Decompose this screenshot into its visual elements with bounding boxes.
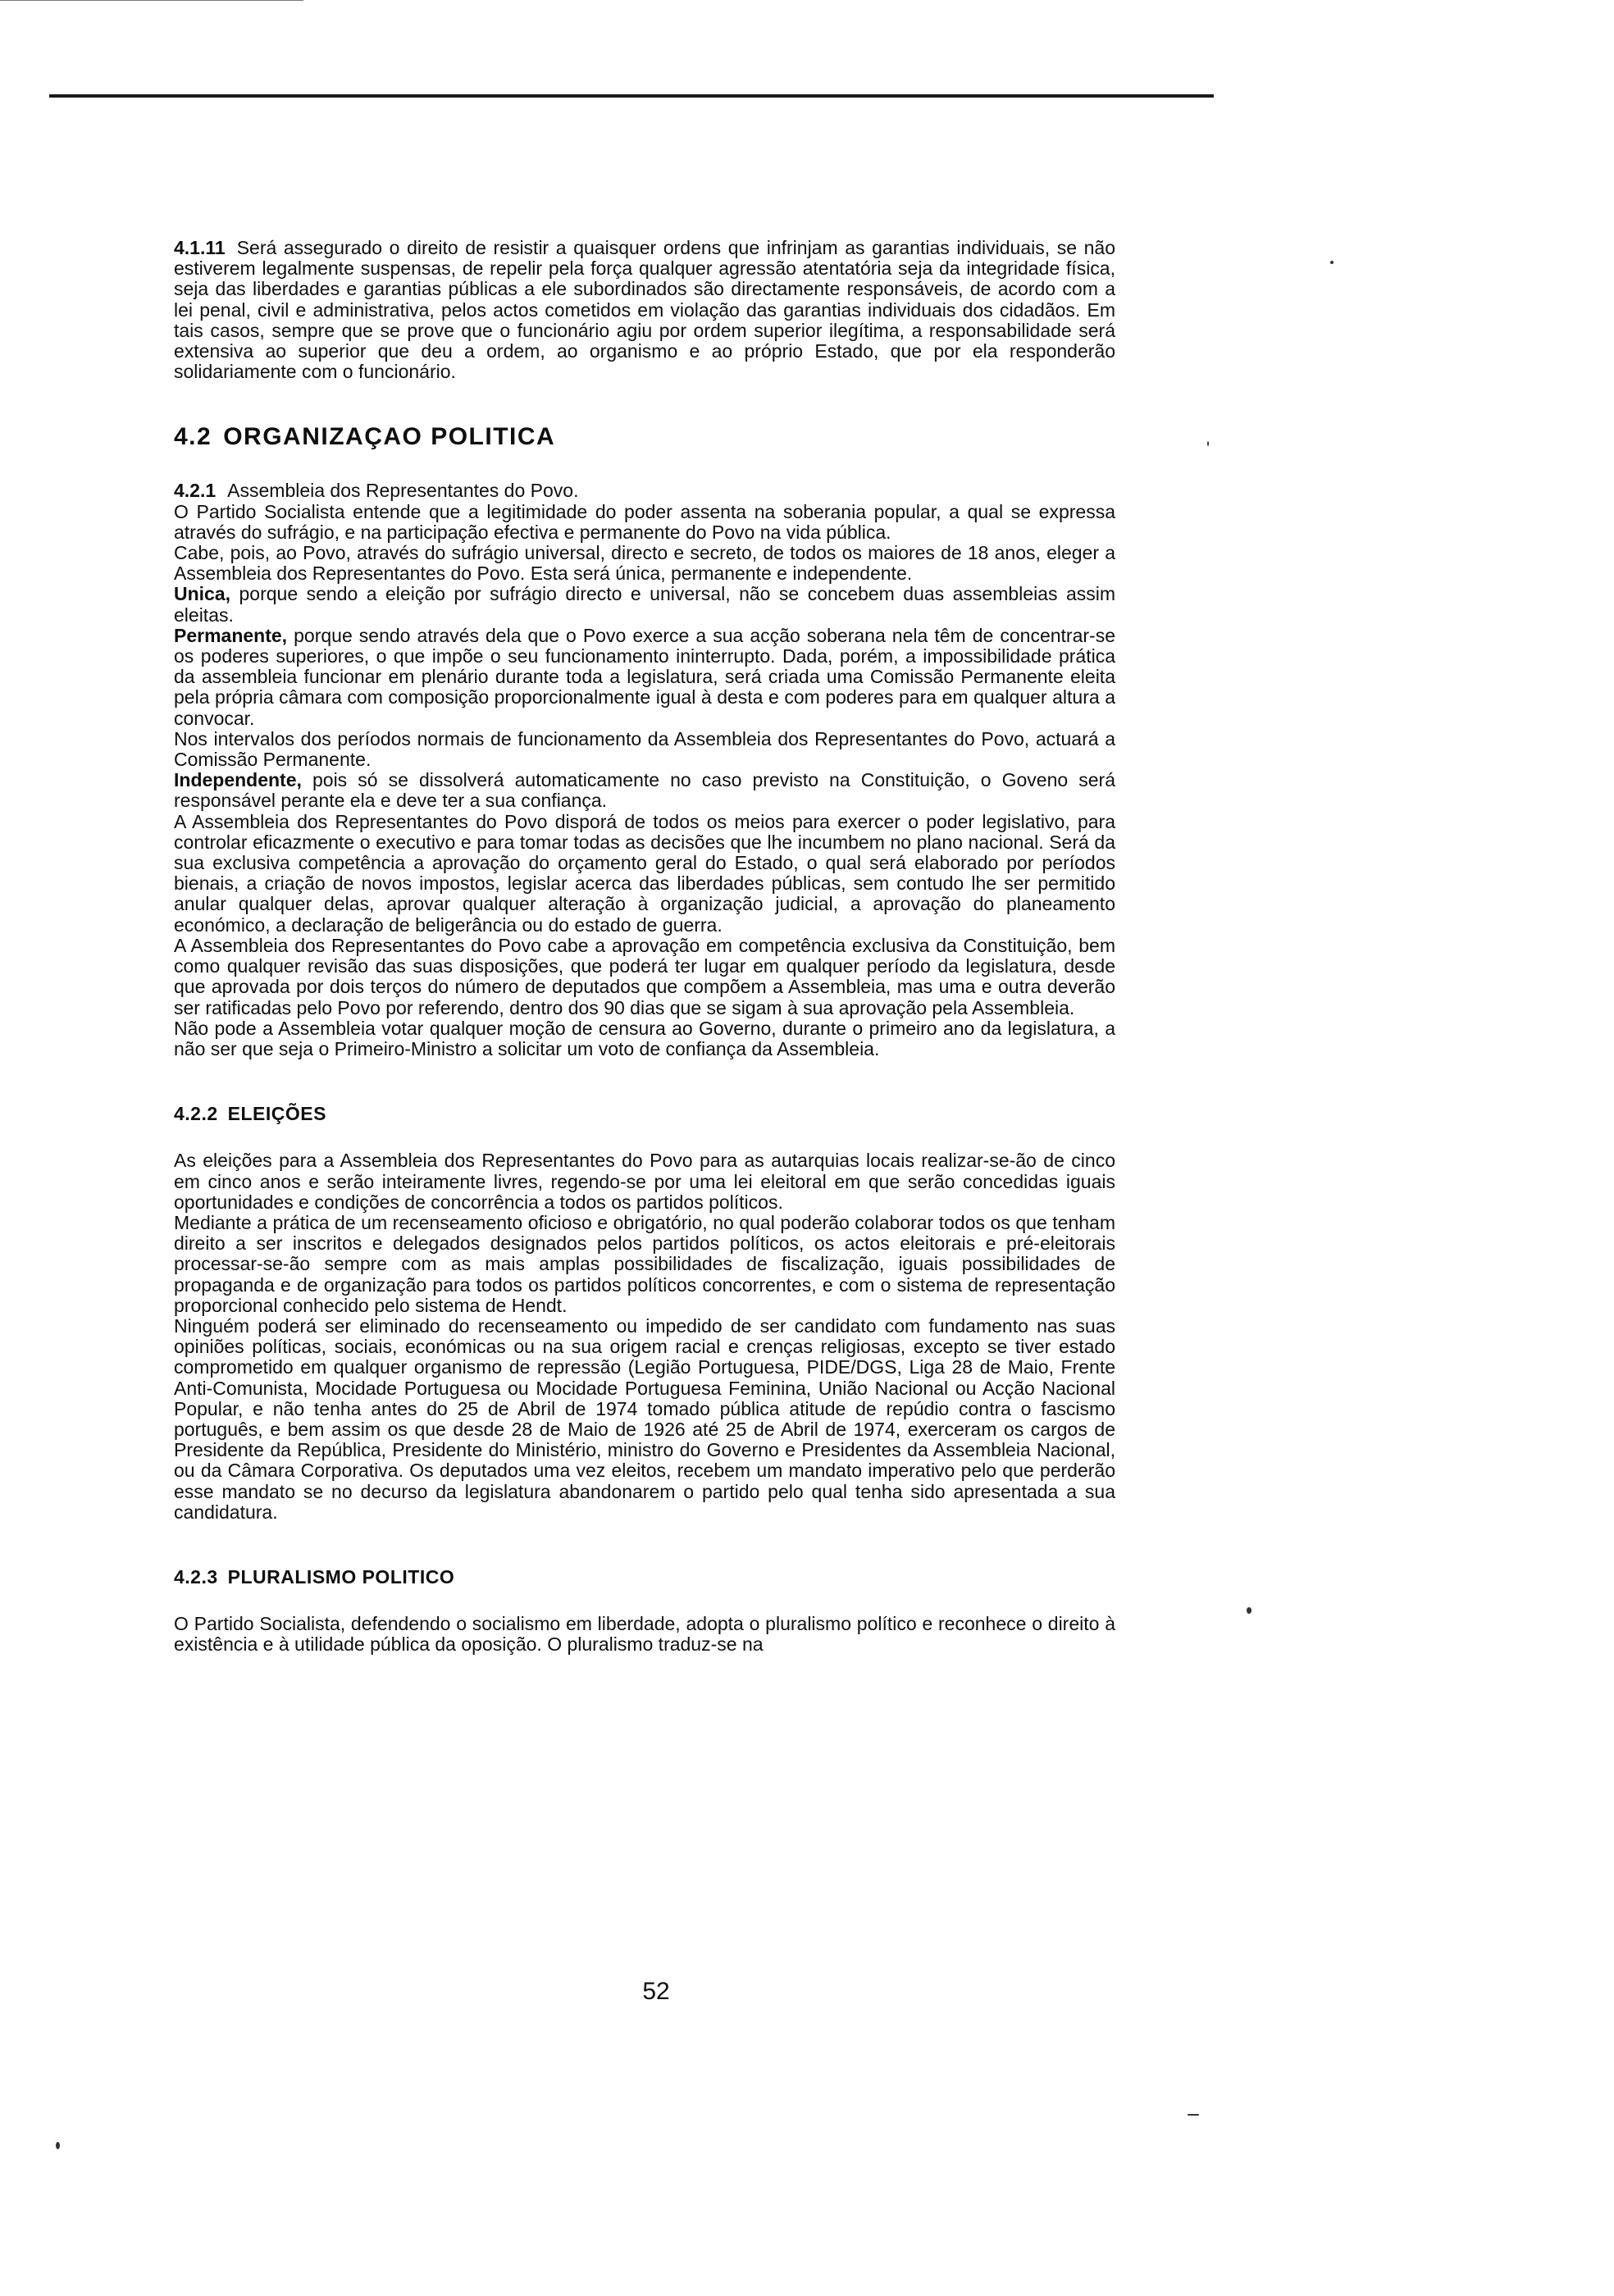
chapter-title: ORGANIZAÇAO POLITICA: [223, 423, 556, 451]
inline-term: Unica,: [174, 583, 231, 605]
subsection-heading-eleicoes: [174, 1104, 1115, 1124]
subsection-title-line: [174, 481, 1115, 501]
paragraph-permanente: [174, 626, 1115, 729]
scan-edge-line: [0, 0, 303, 1]
paragraph: O Partido Socialista, defendendo o socialismo em liberdade, adopta o pluralismo político e reconhece o direito à existência e à utilidade pública da oposição. O pluralismo traduz-se na: [174, 1613, 1115, 1656]
paragraph-text: Será assegurado o direito de resistir a quaisquer ordens que infrinjam as garantias individuais, se não estiverem legalmente suspensas, de repelir pela força qualquer agressão atentatória seja da integridade física, seja das liberdades e garantias públicas a ele subordinados são directamente responsáveis, de acordo com a lei penal, civil e administrativa, pelos actos cometidos em violação das garantias individuais dos cidadãos. Em tais casos, sempre que se prove que o funcionário agiu por ordem superior ilegítima, a responsabilidade será extensiva ao superior que deu a ordem, ao organismo e ao próprio Estado, que por ela responderão solidariamente com o funcionário.: [174, 237, 1115, 383]
scan-speck: [56, 2142, 60, 2149]
paragraph: Não pode a Assembleia votar qualquer moção de censura ao Governo, durante o primeiro ano da legislatura, a não ser que seja o Primeiro-Ministro a solicitar um voto de confiança da Assembleia.: [174, 1017, 1115, 1059]
subsection-title: PLURALISMO POLITICO: [227, 1565, 455, 1588]
paragraph-4-1-11: [174, 238, 1115, 382]
section-number: 4.2.3: [174, 1565, 218, 1588]
scan-speck: [1188, 2114, 1199, 2116]
paragraph-independente: [174, 770, 1115, 811]
subsection-title: ELEIÇÕES: [227, 1103, 326, 1125]
inline-term: Independente,: [174, 769, 302, 791]
paragraph: A Assembleia dos Representantes do Povo cabe a aprovação em competência exclusiva da Constituição, bem como qualquer revisão das suas disposições, que poderá ter lugar em qualquer período da legislatura, desde que aprovada por dois terços do número de deputados que compõem a Assembleia, mas uma e outra deverão ser ratificadas pelo Povo por referendo, dentro dos 90 dias que se sigam à sua aprovação pela Assembleia.: [174, 934, 1115, 1018]
paragraph: O Partido Socialista entende que a legitimidade do poder assenta na soberania popular, a qual se expressa através do sufrágio, e na participação efectiva e permanente do Povo na vida pública.: [174, 500, 1115, 543]
subsection-title: Assembleia dos Representantes do Povo.: [227, 480, 579, 502]
subsection-heading-pluralismo: [174, 1567, 1115, 1588]
inline-term: Permanente,: [174, 624, 288, 646]
section-number: 4.1.11: [174, 237, 226, 258]
paragraph: Ninguém poderá ser eliminado do recenseamento ou impedido de ser candidato com fundamento nas suas opiniões políticas, sociais, económicas ou na sua origem racial e crenças religiosas, excepto se tiver estado comprometido em qualquer organismo de repressão (Legião Portuguesa, PIDE/DGS, Liga 28 de Maio, Frente Anti-Comunista, Mocidade Portuguesa ou Mocidade Portuguesa Feminina, União Nacional ou Acção Nacional Popular, e não tenha antes do 25 de Abril de 1974 tomado pública atitude de repúdio contra o fascismo português, e bem assim os que desde 28 de Maio de 1926 até 25 de Abril de 1974, exerceram os cargos de Presidente da República, Presidente do Ministério, ministro do Governo e Presidentes da Assembleia Nacional, ou da Câmara Corporativa. Os deputados uma vez eleitos, recebem um mandato imperativo pelo que perderão esse mandato se no decurso da legislatura abandonarem o partido pelo qual tenha sido apresentada a sua candidatura.: [174, 1314, 1115, 1523]
paragraph: Mediante a prática de um recenseamento oficioso e obrigatório, no qual poderão colaborar todos os que tenham direito a ser inscritos e delegados designados pelos partidos políticos, os actos eleitorais e pré-eleitorais processar-se-ão sempre com as mais amplas possibilidades de fiscalização, iguais possibilidades de propaganda e de organização para todos os partidos políticos concorrentes, e com o sistema de representação proporcional conhecido pelo sistema de Hendt.: [174, 1211, 1115, 1316]
paragraph-text: porque sendo através dela que o Povo exerce a sua acção soberana nela têm de concentrar-se os poderes superiores, o que impõe o seu funcionamento ininterrupto. Dada, porém, a impossibilidade prática da assembleia funcionar em plenário durante toda a legislatura, será criada uma Comissão Permanente eleita pela própria câmara com composição proporcionalmente igual à desta e com poderes para em qualquer altura a convocar.: [174, 624, 1115, 729]
scan-speck: [1207, 441, 1209, 446]
section-number: 4.2.1: [174, 480, 217, 502]
scan-speck: [1247, 1607, 1252, 1614]
page-body: [174, 238, 1115, 1656]
header-rule: [49, 94, 1214, 98]
paragraph: Nos intervalos dos períodos normais de funcionamento da Assembleia dos Representantes do Povo, actuará a Comissão Permanente.: [174, 727, 1115, 771]
paragraph: Cabe, pois, ao Povo, através do sufrágio universal, directo e secreto, de todos os maiores de 18 anos, eleger a Assembleia dos Representantes do Povo. Esta será única, permanente e independente.: [174, 542, 1115, 585]
chapter-heading: [174, 423, 1115, 451]
paragraph-text: porque sendo a eleição por sufrágio directo e universal, não se concebem duas assembleias assim eleitas.: [174, 583, 1116, 626]
paragraph-unica: [174, 584, 1115, 625]
section-number: 4.2.2: [174, 1103, 218, 1125]
paragraph-text: pois só se dissolverá automaticamente no caso previsto na Constituição, o Goveno será responsável perante ela e deve ter a sua confiança.: [174, 769, 1115, 812]
paragraph: A Assembleia dos Representantes do Povo disporá de todos os meios para exercer o poder legislativo, para controlar eficazmente o executivo e para tomar todas as decisões que lhe incumbem no plano nacional. Será da sua exclusiva competência a aprovação do orçamento geral do Estado, o qual será elaborado por períodos bienais, a criação de novos impostos, legislar acerca das liberdades públicas, sem contudo lhe ser permitido anular qualquer delas, aprovar qualquer alteração à organização judicial, a aprovação do planeamento económico, a declaração de beligerância ou do estado de guerra.: [174, 810, 1115, 936]
page-number: 52: [642, 1978, 670, 2005]
chapter-number: 4.2: [174, 423, 212, 451]
paragraph: As eleições para a Assembleia dos Representantes do Povo para as autarquias locais realizar-se-ão de cinco em cinco anos e serão inteiramente livres, regendo-se por uma lei eleitoral em que serão concedidas iguais oportunidades e condições de concorrência a todos os partidos políticos.: [174, 1150, 1115, 1213]
scan-speck: [1330, 261, 1334, 264]
